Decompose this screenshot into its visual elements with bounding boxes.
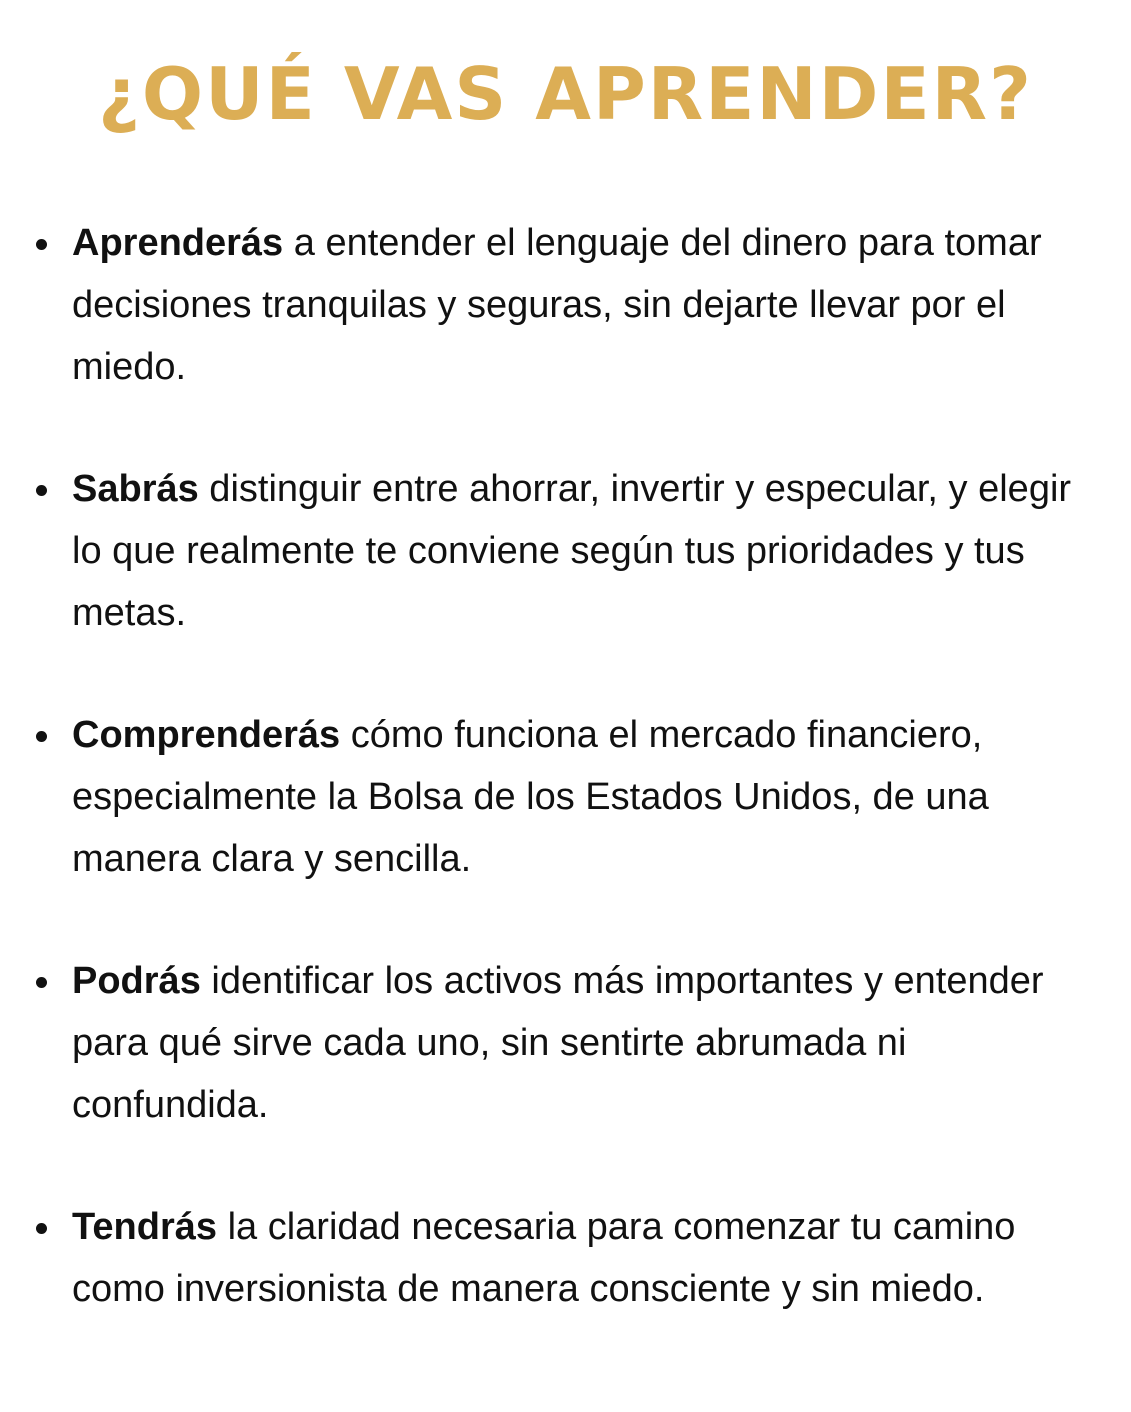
list-item [0, 704, 1131, 890]
item-text: cómo funciona el mercado financiero, especialmente la Bolsa de los Estados Unidos, de una manera clara y sencilla. [72, 714, 989, 880]
list-item [0, 458, 1131, 644]
list-item [0, 1196, 1131, 1320]
item-lead: Podrás [72, 960, 201, 1002]
item-text: identificar los activos más importantes y entender para qué sirve cada uno, sin sentirte abrumada ni confundida. [72, 960, 1044, 1126]
item-text: distinguir entre ahorrar, invertir y especular, y elegir lo que realmente te conviene según tus prioridades y tus metas. [72, 468, 1072, 634]
learning-list [0, 212, 1131, 1380]
item-lead: Comprenderás [72, 714, 341, 756]
bullet-icon [36, 977, 47, 988]
item-text: la claridad necesaria para comenzar tu camino como inversionista de manera consciente y sin miedo. [72, 1206, 1016, 1310]
item-lead: Sabrás [72, 468, 199, 510]
bullet-icon [36, 239, 47, 250]
list-item [0, 950, 1131, 1136]
bullet-icon [36, 1223, 47, 1234]
item-lead: Aprenderás [72, 222, 284, 264]
page-title: ¿QUÉ VAS APRENDER? [98, 52, 1033, 136]
item-lead: Tendrás [72, 1206, 218, 1248]
item-text: a entender el lenguaje del dinero para tomar decisiones tranquilas y seguras, sin dejarte llevar por el miedo. [72, 222, 1042, 388]
bullet-icon [36, 731, 47, 742]
list-item [0, 212, 1131, 398]
bullet-icon [36, 485, 47, 496]
